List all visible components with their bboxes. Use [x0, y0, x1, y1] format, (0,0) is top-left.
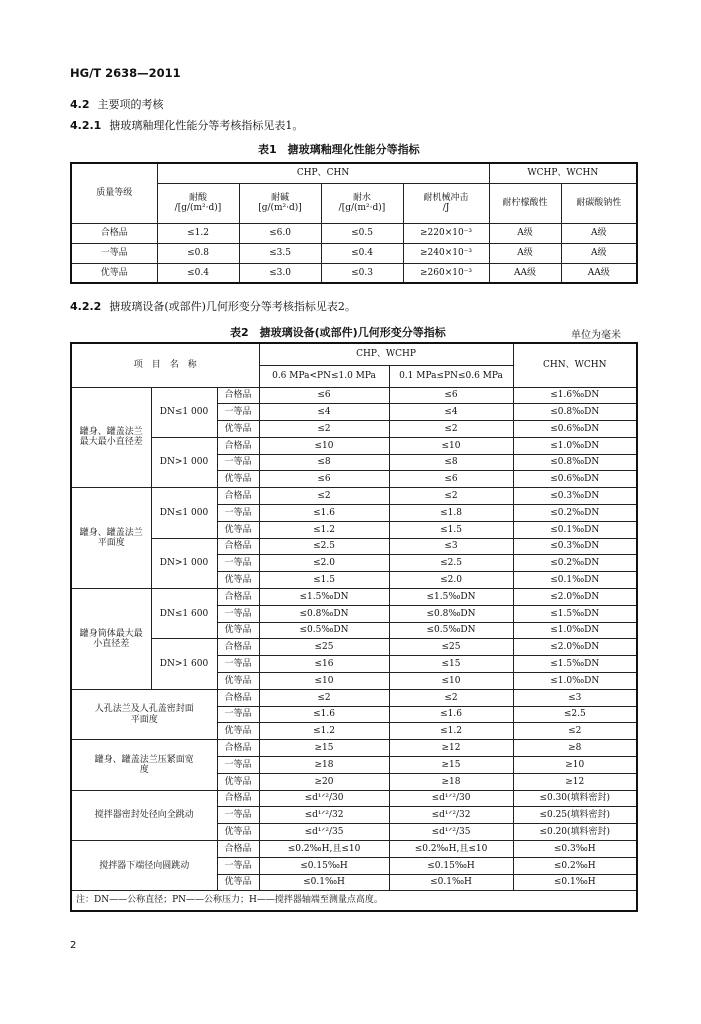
grade-cell: 合格品	[217, 841, 259, 858]
value-cell: ≤0.1‰DN	[513, 521, 637, 538]
value-cell: ≤d¹ᐟ²/35	[259, 824, 389, 841]
value-cell: ≤1.5	[389, 521, 513, 538]
table-row	[71, 263, 637, 283]
value-cell: A级	[489, 243, 561, 263]
section-number: 4.2.1	[70, 119, 102, 132]
section-title: 主要项的考核	[97, 98, 164, 111]
size-range-cell: DN>1 000	[151, 538, 217, 588]
section-text: 搪玻璃釉理化性能分等考核指标见表1。	[109, 119, 304, 132]
grade-cell: 合格品	[217, 488, 259, 505]
value-cell: ≤1.5‰DN	[513, 656, 637, 673]
value-cell: ≤0.5	[321, 223, 403, 243]
value-cell: ≤1.2	[259, 521, 389, 538]
table2-unit: 单位为毫米	[571, 330, 621, 341]
table-row	[71, 639, 637, 656]
t1-col-citric: 耐柠檬酸性	[489, 183, 561, 223]
value-cell: ≤8	[389, 454, 513, 471]
value-cell: ≤1.2	[389, 723, 513, 740]
value-cell: ≥15	[259, 740, 389, 757]
grade-cell: 一等品	[217, 605, 259, 622]
value-cell: ≥240×10⁻³	[403, 243, 489, 263]
grade-cell: 优等品	[217, 521, 259, 538]
grade-cell: 优等品	[217, 421, 259, 438]
table-row	[71, 387, 637, 404]
t1-col-alkali	[239, 183, 321, 223]
value-cell: ≤25	[389, 639, 513, 656]
standard-code-header: HG/T 2638—2011	[70, 66, 181, 80]
grade-cell: 合格品	[71, 223, 157, 243]
value-cell: ≤d¹ᐟ²/32	[389, 807, 513, 824]
grade-cell: 优等品	[217, 572, 259, 589]
item-name-cell: 搅拌器密封处径向全跳动	[71, 790, 217, 840]
section-4-2	[70, 96, 164, 112]
value-cell: ≤0.2‰DN	[513, 505, 637, 522]
grade-cell: 优等品	[217, 471, 259, 488]
size-range-cell: DN>1 600	[151, 639, 217, 689]
value-cell: ≤2.5	[389, 555, 513, 572]
col-unit: /[g/(m²·d)]	[338, 203, 386, 213]
value-cell: ≤1.6	[259, 706, 389, 723]
grade-cell: 合格品	[217, 589, 259, 606]
item-name-cell: 罐身、罐盖法兰平面度	[71, 488, 151, 589]
value-cell: ≤3.0	[239, 263, 321, 283]
value-cell: ≥12	[389, 740, 513, 757]
value-cell: ≤2.0‰DN	[513, 639, 637, 656]
grade-cell: 一等品	[217, 757, 259, 774]
grade-cell: 合格品	[217, 740, 259, 757]
value-cell: ≤0.1‰DN	[513, 572, 637, 589]
value-cell: ≤25	[259, 639, 389, 656]
value-cell: A级	[561, 243, 637, 263]
grade-cell: 一等品	[217, 807, 259, 824]
t2-head-p1: 0.6 MPa<PN≤1.0 MPa	[259, 365, 389, 387]
value-cell: ≤0.3‰H	[513, 841, 637, 858]
table-row	[71, 538, 637, 555]
grade-cell: 优等品	[217, 622, 259, 639]
grade-cell: 合格品	[217, 689, 259, 706]
value-cell: ≥18	[389, 773, 513, 790]
value-cell: ≤0.2‰DN	[513, 555, 637, 572]
section-4-2-1	[70, 117, 303, 133]
value-cell: ≥10	[513, 757, 637, 774]
grade-cell: 合格品	[217, 387, 259, 404]
value-cell: ≤1.2	[259, 723, 389, 740]
value-cell: ≤2	[259, 421, 389, 438]
grade-cell: 合格品	[217, 639, 259, 656]
value-cell: ≤1.2	[157, 223, 239, 243]
value-cell: ≤0.8‰DN	[513, 454, 637, 471]
table-row	[71, 689, 637, 706]
value-cell: ≤10	[389, 673, 513, 690]
value-cell: ≤0.4	[321, 243, 403, 263]
value-cell: AA级	[489, 263, 561, 283]
section-number: 4.2	[70, 98, 90, 111]
size-range-cell: DN≤1 600	[151, 589, 217, 639]
value-cell: ≤2.0	[259, 555, 389, 572]
value-cell: ≤0.5‰DN	[389, 622, 513, 639]
t1-col-soda: 耐碳酸钠性	[561, 183, 637, 223]
col-unit: [g/(m²·d)]	[258, 203, 302, 213]
t1-head-group1: CHP、CHN	[157, 163, 489, 183]
item-name-cell: 罐身、罐盖法兰最大最小直径差	[71, 387, 151, 488]
value-cell: ≤3	[513, 689, 637, 706]
grade-cell: 优等品	[217, 773, 259, 790]
value-cell: ≤d¹ᐟ²/30	[389, 790, 513, 807]
value-cell: ≤1.0‰DN	[513, 622, 637, 639]
value-cell: ≤0.3	[321, 263, 403, 283]
t2-head-item: 项 目 名 称	[71, 343, 259, 387]
value-cell: ≥18	[259, 757, 389, 774]
value-cell: ≤0.3‰DN	[513, 488, 637, 505]
value-cell: ≤0.6‰DN	[513, 421, 637, 438]
value-cell: ≤4	[389, 404, 513, 421]
value-cell: ≤6	[259, 471, 389, 488]
value-cell: ≤8	[259, 454, 389, 471]
item-name-cell: 人孔法兰及人孔盖密封面平面度	[71, 689, 217, 739]
value-cell: ≤2	[389, 488, 513, 505]
item-name-cell: 罐身、罐盖法兰压紧面宽度	[71, 740, 217, 790]
value-cell: ≤3	[389, 538, 513, 555]
size-range-cell: DN≤1 000	[151, 387, 217, 437]
value-cell: ≤3.5	[239, 243, 321, 263]
value-cell: ≤0.2‰H	[513, 857, 637, 874]
size-range-cell: DN≤1 000	[151, 488, 217, 538]
t1-col-water	[321, 183, 403, 223]
size-range-cell: DN>1 000	[151, 437, 217, 487]
value-cell: ≤1.0‰DN	[513, 437, 637, 454]
grade-cell: 优等品	[217, 723, 259, 740]
value-cell: ≤6	[259, 387, 389, 404]
t1-col-impact	[403, 183, 489, 223]
value-cell: AA级	[561, 263, 637, 283]
value-cell: ≤d¹ᐟ²/32	[259, 807, 389, 824]
grade-cell: 优等品	[217, 874, 259, 891]
value-cell: ≤1.5	[259, 572, 389, 589]
t1-head-group2: WCHP、WCHN	[489, 163, 637, 183]
table-row	[71, 740, 637, 757]
col-unit: /[g/(m²·d)]	[174, 203, 222, 213]
value-cell: ≤0.6‰DN	[513, 471, 637, 488]
grade-cell: 一等品	[217, 454, 259, 471]
col-name: 耐水	[352, 192, 371, 203]
value-cell: ≤6	[389, 471, 513, 488]
value-cell: ≤2	[259, 488, 389, 505]
col-name: 耐酸	[188, 192, 207, 203]
table-row	[71, 488, 637, 505]
value-cell: ≤0.30(填料密封)	[513, 790, 637, 807]
value-cell: ≤6.0	[239, 223, 321, 243]
value-cell: ≤1.6	[389, 706, 513, 723]
value-cell: ≤1.0‰DN	[513, 673, 637, 690]
value-cell: ≤4	[259, 404, 389, 421]
grade-cell: 一等品	[71, 243, 157, 263]
value-cell: ≤0.25(填料密封)	[513, 807, 637, 824]
value-cell: ≤0.20(填料密封)	[513, 824, 637, 841]
value-cell: ≤1.5‰DN	[389, 589, 513, 606]
grade-cell: 优等品	[217, 824, 259, 841]
value-cell: ≤1.5‰DN	[259, 589, 389, 606]
value-cell: ≤0.3‰DN	[513, 538, 637, 555]
grade-cell: 优等品	[71, 263, 157, 283]
col-unit: /J	[442, 203, 450, 213]
value-cell: ≤2.0	[389, 572, 513, 589]
grade-cell: 一等品	[217, 505, 259, 522]
table-row	[71, 243, 637, 263]
value-cell: ≤0.5‰DN	[259, 622, 389, 639]
value-cell: ≥20	[259, 773, 389, 790]
value-cell: ≤0.4	[157, 263, 239, 283]
value-cell: ≤2.5	[259, 538, 389, 555]
value-cell: ≥220×10⁻³	[403, 223, 489, 243]
value-cell: ≤1.6‰DN	[513, 387, 637, 404]
table-row	[71, 589, 637, 606]
value-cell: ≤10	[389, 437, 513, 454]
value-cell: ≤1.6	[259, 505, 389, 522]
value-cell: ≤2	[513, 723, 637, 740]
value-cell: ≤16	[259, 656, 389, 673]
section-text: 搪玻璃设备(或部件)几何形变分等考核指标见表2。	[109, 300, 356, 313]
table-row	[71, 790, 637, 807]
value-cell: ≤2	[259, 689, 389, 706]
t2-head-c3: CHN、WCHN	[513, 343, 637, 387]
t1-col-acid	[157, 183, 239, 223]
grade-cell: 一等品	[217, 656, 259, 673]
value-cell: ≥15	[389, 757, 513, 774]
section-number: 4.2.2	[70, 300, 102, 313]
value-cell: ≤1.8	[389, 505, 513, 522]
item-name-cell: 搅拌器下端径向圆跳动	[71, 841, 217, 891]
grade-cell: 一等品	[217, 857, 259, 874]
table-row	[71, 437, 637, 454]
table-row	[71, 841, 637, 858]
value-cell: ≥12	[513, 773, 637, 790]
value-cell: ≤15	[389, 656, 513, 673]
grade-cell: 合格品	[217, 538, 259, 555]
value-cell: ≤1.5‰DN	[513, 605, 637, 622]
value-cell: ≤0.15‰H	[259, 857, 389, 874]
value-cell: ≤0.8‰DN	[513, 404, 637, 421]
value-cell: ≤0.1‰H	[259, 874, 389, 891]
value-cell: ≤0.1‰H	[389, 874, 513, 891]
t2-head-group: CHP、WCHP	[259, 343, 513, 365]
value-cell: ≤2	[389, 421, 513, 438]
grade-cell: 合格品	[217, 790, 259, 807]
t2-note: 注：DN——公称直径；PN——公称压力；H——搅拌器轴端至测量点高度。	[71, 891, 637, 911]
col-name: 耐碱	[270, 192, 289, 203]
grade-cell: 合格品	[217, 437, 259, 454]
value-cell: ≤2	[389, 689, 513, 706]
table2-caption: 表2 搪玻璃设备(或部件)几何形变分等指标	[230, 326, 446, 339]
table1	[70, 162, 638, 284]
col-name: 耐机械冲击	[423, 192, 469, 203]
grade-cell: 优等品	[217, 673, 259, 690]
value-cell: ≤0.2‰H,且≤10	[389, 841, 513, 858]
value-cell: ≥260×10⁻³	[403, 263, 489, 283]
value-cell: A级	[561, 223, 637, 243]
section-4-2-2	[70, 298, 356, 314]
value-cell: ≤0.15‰H	[389, 857, 513, 874]
value-cell: ≤0.8‰DN	[259, 605, 389, 622]
value-cell: ≤10	[259, 437, 389, 454]
value-cell: ≤0.8‰DN	[389, 605, 513, 622]
grade-cell: 一等品	[217, 706, 259, 723]
value-cell: ≤10	[259, 673, 389, 690]
value-cell: ≤0.1‰H	[513, 874, 637, 891]
value-cell: ≤d¹ᐟ²/30	[259, 790, 389, 807]
value-cell: ≤2.5	[513, 706, 637, 723]
value-cell: ≥8	[513, 740, 637, 757]
item-name-cell: 罐身筒体最大最小直径差	[71, 589, 151, 690]
value-cell: ≤d¹ᐟ²/35	[389, 824, 513, 841]
page-number: 2	[70, 940, 77, 951]
value-cell: ≤0.8	[157, 243, 239, 263]
grade-cell: 一等品	[217, 404, 259, 421]
table-row	[71, 223, 637, 243]
table1-caption: 表1 搪玻璃釉理化性能分等指标	[258, 143, 420, 156]
t2-head-p2: 0.1 MPa≤PN≤0.6 MPa	[389, 365, 513, 387]
value-cell: ≤0.2‰H,且≤10	[259, 841, 389, 858]
t1-head-grade: 质量等级	[71, 163, 157, 223]
table2	[70, 342, 638, 912]
value-cell: ≤2.0‰DN	[513, 589, 637, 606]
grade-cell: 一等品	[217, 555, 259, 572]
value-cell: A级	[489, 223, 561, 243]
value-cell: ≤6	[389, 387, 513, 404]
